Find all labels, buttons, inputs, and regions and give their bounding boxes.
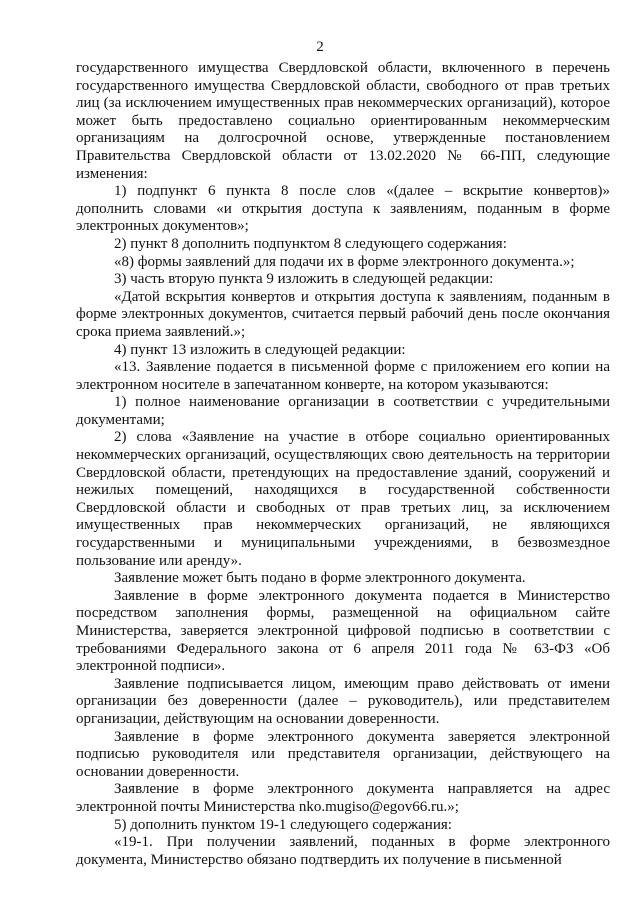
paragraph: 3) часть вторую пункта 9 изложить в следующей редакции: [114,271,494,288]
paragraph: Заявление в форме электронного документа подается в Министерство посредством заполнения формы, размещенной на официальном сайте Министерства, заверяется электронной цифровой подписью в соответствии с требованиями Федерального закона от 6 апреля 2011 года № 63-ФЗ «Об электронной подписи». [76,587,610,675]
paragraph: 2) слова «Заявление на участие в отборе социально ориентированных некоммерческих организаций, осуществляющих свою деятельность на территории Свердловской области, претендующих на предоставление зданий, сооружений и нежилых помещений, находящихся в государственной собственности Свердловской области и свободных от прав третьих лиц, за исключением имущественных прав некоммерческих организаций, не являющихся государственными и муниципальными учреждениями, в безвозмездное пользование или аренду». [76,429,610,569]
paragraph: 5) дополнить пунктом 19-1 следующего содержания: [114,816,452,833]
page-number: 2 [316,39,324,55]
paragraph: «19-1. При получении заявлений, поданных в форме электронного документа, Министерство обязано подтвердить их получение в письменной [76,834,610,868]
paragraph: 4) пункт 13 изложить в следующей редакции: [114,341,406,358]
paragraph: «Датой вскрытия конвертов и открытия доступа к заявлениям, поданным в форме электронных документов, считается первый рабочий день после окончания срока приема заявлений.»; [76,288,610,340]
paragraph: Заявление может быть подано в форме электронного документа. [114,570,526,587]
paragraph: «8) формы заявлений для подачи их в форме электронного документа.»; [114,253,575,270]
paragraph: 2) пункт 8 дополнить подпунктом 8 следующего содержания: [114,235,507,252]
paragraph: Заявление в форме электронного документа заверяется электронной подписью руководителя или представителя организации, действующего на основании доверенности. [76,728,610,780]
paragraph: 1) подпункт 6 пункта 8 после слов «(далее – вскрытие конвертов)» дополнить словами «и открытия доступа к заявлениям, поданным в форме электронных документов»; [76,183,610,235]
paragraph: «13. Заявление подается в письменной форме с приложением его копии на электронном носителе в запечатанном конверте, на котором указываются: [76,359,610,393]
paragraph: Заявление в форме электронного документа направляется на адрес электронной почты Министерства nko.mugiso@egov66.ru.»; [76,781,610,815]
paragraph: Заявление подписывается лицом, имеющим право действовать от имени организации без доверенности (далее – руководитель), или представителем организации, действующим на основании доверенности. [76,675,610,727]
paragraph: 1) полное наименование организации в соответствии с учредительными документами; [76,394,610,428]
paragraph: государственного имущества Свердловской области, включенного в перечень государственного имущества Свердловской области, свободного от прав третьих лиц (за исключением имущественных прав некоммерческих организаций), которое может быть предоставлено социально ориентированным некоммерческим организациям на долгосрочной основе, утвержденные постановлением Правительства Свердловской области от 13.02.2020 № 66-ПП, следующие изменения: [76,60,610,182]
document-body [76,60,610,869]
